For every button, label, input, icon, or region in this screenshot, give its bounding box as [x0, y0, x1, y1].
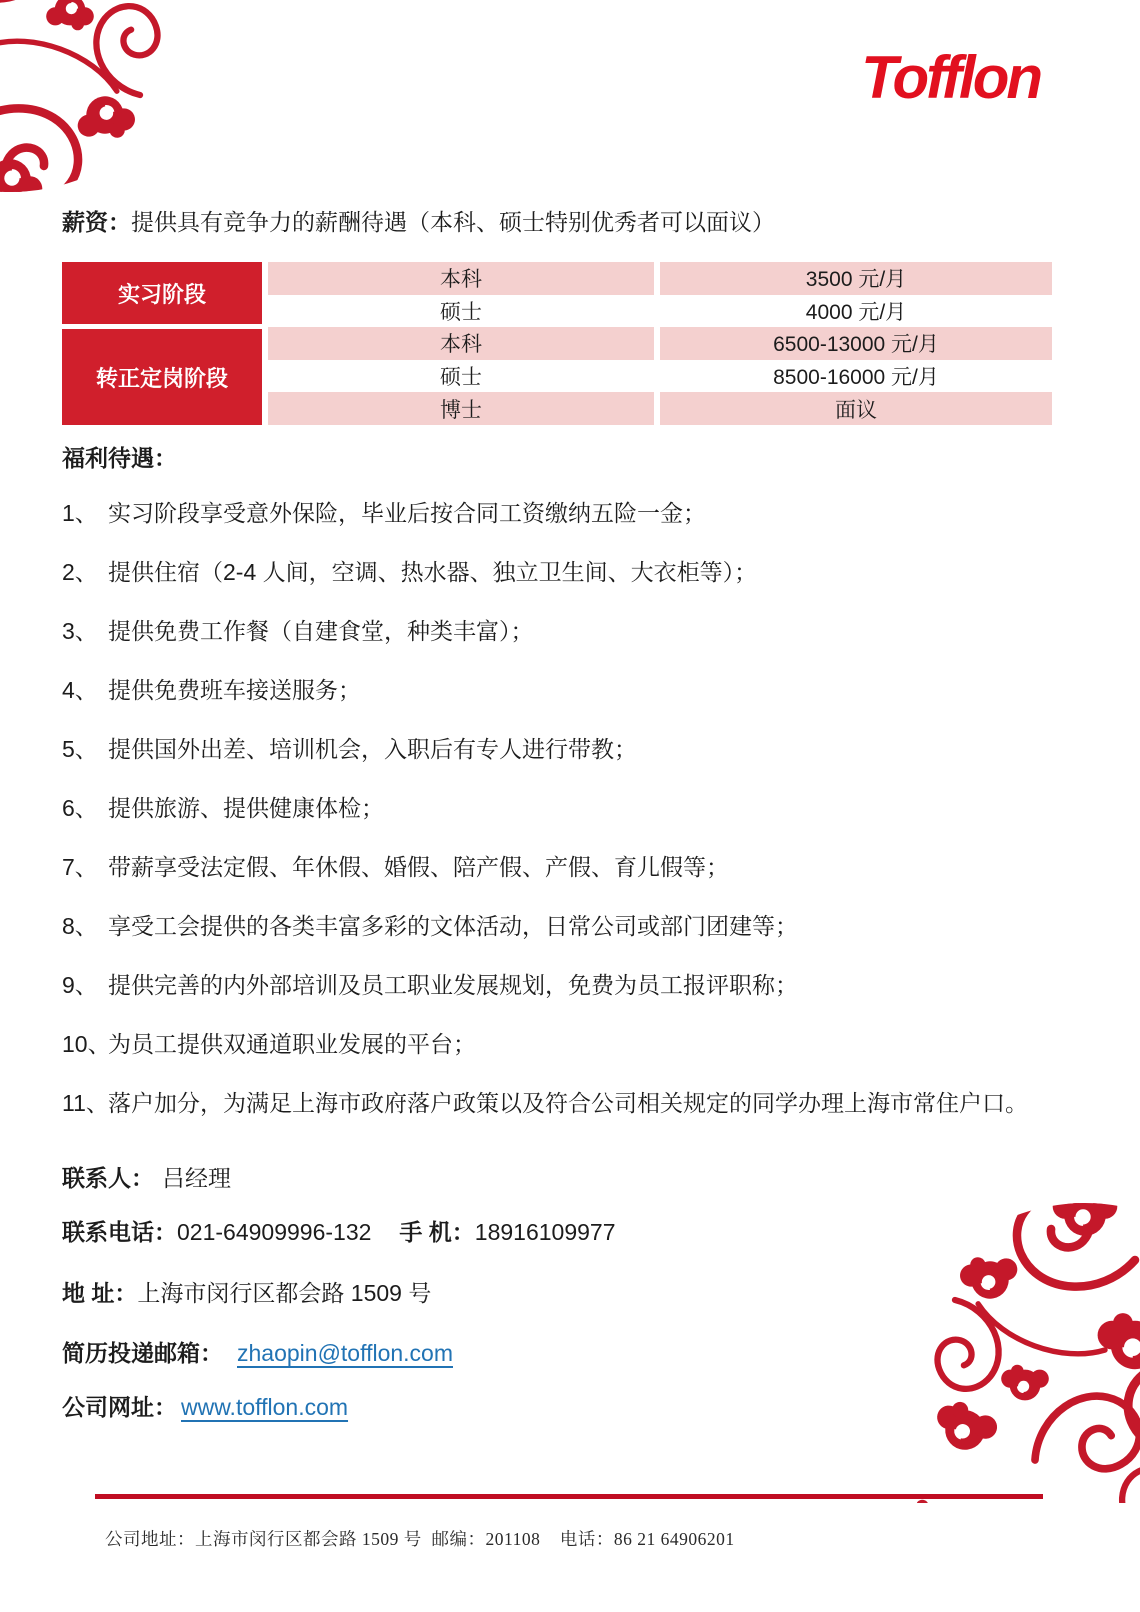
- contact-address-label: 地 址：: [62, 1280, 138, 1306]
- contact-email-line: [62, 1337, 453, 1369]
- list-item: [62, 970, 1062, 1000]
- list-item-text: 为员工提供双通道职业发展的平台；: [108, 1031, 476, 1057]
- list-item-number: 2、: [62, 559, 98, 585]
- list-item: [62, 1088, 1062, 1118]
- table-cell-degree: 本科: [268, 327, 654, 360]
- email-link[interactable]: zhaopin@tofflon.com: [237, 1340, 453, 1366]
- benefits-heading: 福利待遇：: [62, 445, 177, 471]
- table-cell-degree: 博士: [268, 392, 654, 425]
- list-item-text: 提供免费工作餐（自建食堂，种类丰富）；: [108, 618, 534, 644]
- list-item: [62, 675, 1062, 705]
- table-cell-degree: 硕士: [268, 360, 654, 393]
- contact-mobile-value: 18916109977: [474, 1219, 616, 1245]
- footer-address-text: 公司地址：上海市闵行区都会路 1509 号 邮编：201108 电话：86 21 64906201: [105, 1529, 735, 1549]
- list-item-text: 实习阶段享受意外保险，毕业后按合同工资缴纳五险一金；: [108, 500, 706, 526]
- list-item-number: 11、: [62, 1090, 109, 1116]
- list-item-text: 提供免费班车接送服务；: [108, 677, 361, 703]
- contact-person-value: 吕经理: [162, 1165, 231, 1191]
- contact-address-line: [62, 1277, 431, 1309]
- list-item-number: 5、: [62, 736, 98, 762]
- salary-text: 提供具有竞争力的薪酬待遇（本科、硕士特别优秀者可以面议）: [131, 209, 775, 235]
- list-item-text: 提供住宿（2-4 人间，空调、热水器、独立卫生间、大衣柜等）；: [108, 559, 758, 585]
- list-item-text: 带薪享受法定假、年休假、婚假、陪产假、产假、育儿假等；: [108, 854, 729, 880]
- contact-address-value: 上海市闵行区都会路 1509 号: [137, 1280, 432, 1306]
- cloud-pattern-top-left-icon: [0, 0, 210, 195]
- table-cell-salary: 6500-13000 元/月: [660, 327, 1052, 360]
- cloud-pattern-bottom-right-icon: [885, 1200, 1140, 1503]
- salary-table: [62, 262, 1052, 425]
- salary-heading: [62, 206, 775, 238]
- contact-phone-value: 021-64909996-132: [177, 1219, 372, 1245]
- list-item-number: 1、: [62, 500, 98, 526]
- list-item: [62, 616, 1062, 646]
- list-item-number: 3、: [62, 618, 98, 644]
- list-item-number: 4、: [62, 677, 98, 703]
- list-item-number: 9、: [62, 972, 98, 998]
- contact-person-label: 联系人：: [62, 1165, 154, 1191]
- contact-person-line: [62, 1162, 231, 1194]
- list-item: [62, 793, 1062, 823]
- contact-mobile-label: 手 机：: [399, 1219, 475, 1245]
- list-item-number: 6、: [62, 795, 98, 821]
- table-cell-salary: 面议: [660, 392, 1052, 425]
- list-item-text: 享受工会提供的各类丰富多彩的文体活动，日常公司或部门团建等；: [108, 913, 798, 939]
- contact-phone-line: [62, 1216, 616, 1248]
- table-cell-degree: 硕士: [268, 295, 654, 328]
- contact-website-label: 公司网址：: [62, 1394, 177, 1420]
- table-cell-degree: 本科: [268, 262, 654, 295]
- tofflon-logo: Tofflon: [861, 44, 1040, 111]
- list-item-number: 8、: [62, 913, 98, 939]
- list-item: [62, 911, 1062, 941]
- salary-label: 薪资：: [62, 209, 131, 235]
- cloud-pattern-bottom-right: [880, 1185, 1140, 1503]
- benefits-list: [62, 498, 1062, 1147]
- list-item-text: 提供国外出差、培训机会，入职后有专人进行带教；: [108, 736, 637, 762]
- table-stage-fulltime: 转正定岗阶段: [62, 329, 262, 425]
- table-cell-salary: 4000 元/月: [660, 295, 1052, 328]
- list-item: [62, 1029, 1062, 1059]
- list-item: [62, 852, 1062, 882]
- contact-website-line: [62, 1391, 348, 1423]
- table-cell-salary: 3500 元/月: [660, 262, 1052, 295]
- contact-phone-label: 联系电话：: [62, 1219, 177, 1245]
- list-item: [62, 734, 1062, 764]
- list-item-text: 提供旅游、提供健康体检；: [108, 795, 384, 821]
- table-stage-internship: 实习阶段: [62, 262, 262, 324]
- table-cell-salary: 8500-16000 元/月: [660, 360, 1052, 393]
- contact-email-label: 简历投递邮箱：: [62, 1340, 223, 1366]
- footer-divider: [95, 1494, 1043, 1499]
- list-item: [62, 557, 1062, 587]
- list-item-number: 10、: [62, 1031, 111, 1057]
- website-link[interactable]: www.tofflon.com: [181, 1394, 349, 1420]
- list-item-text: 提供完善的内外部培训及员工职业发展规划，免费为员工报评职称；: [108, 972, 798, 998]
- list-item-text: 落户加分，为满足上海市政府落户政策以及符合公司相关规定的同学办理上海市常住户口。: [108, 1090, 1028, 1116]
- list-item: [62, 498, 1062, 528]
- list-item-number: 7、: [62, 854, 98, 880]
